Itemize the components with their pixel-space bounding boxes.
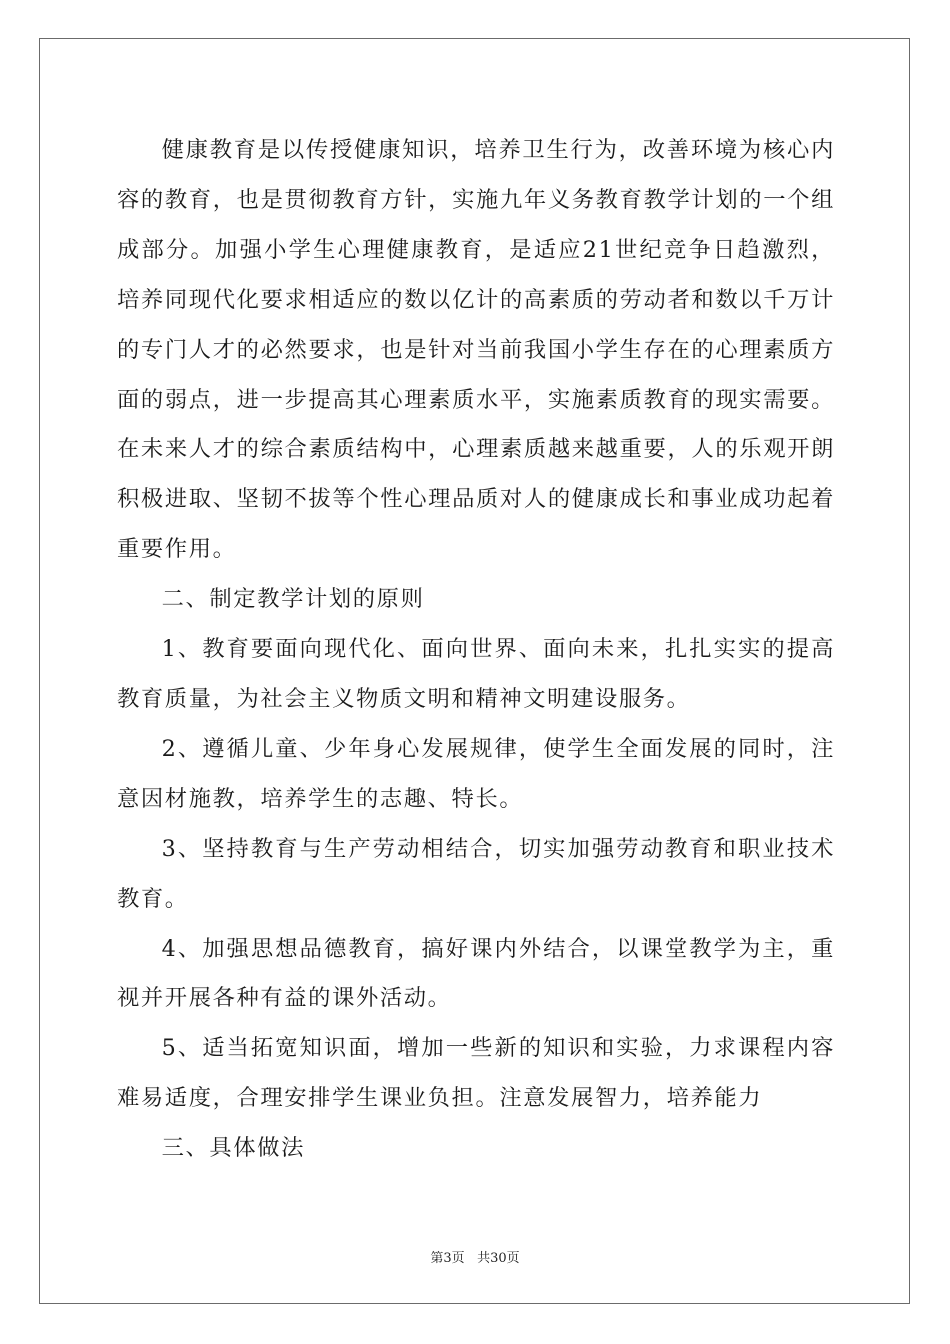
- page-number: 第3页: [430, 1251, 465, 1266]
- list-item-principle-3: 3、坚持教育与生产劳动相结合，切实加强劳动教育和职业技术教育。: [117, 835, 835, 912]
- document-body: [117, 126, 835, 1174]
- page-total: 共30页: [477, 1251, 520, 1266]
- list-item-principle-1: 1、教育要面向现代化、面向世界、面向未来，扎扎实实的提高教育质量，为社会主义物质文明和精神文明建设服务。: [117, 636, 835, 712]
- heading-principles: 二、制定教学计划的原则: [161, 586, 425, 613]
- list-item-principle-4: 4、加强思想品德教育，搞好课内外结合，以课堂教学为主，重视并开展各种有益的课外活动。: [117, 935, 835, 1012]
- heading-methods: 三、具体做法: [161, 1135, 305, 1162]
- paragraph-intro: 健康教育是以传授健康知识，培养卫生行为，改善环境为核心内容的教育，也是贯彻教育方针，实施九年义务教育教学计划的一个组成部分。加强小学生心理健康教育，是适应21世纪竞争日趋激烈，培养同现代化要求相适应的数以亿计的高素质的劳动者和数以千万计的专门人才的必然要求，也是针对当前我国小学生存在的心理素质方面的弱点，进一步提高其心理素质水平，实施素质教育的现实需要。在未来人才的综合素质结构中，心理素质越来越重要，人的乐观开朗积极进取、坚韧不拔等个性心理品质对人的健康成长和事业成功起着重要作用。: [117, 137, 835, 563]
- list-item-principle-5: 5、适当拓宽知识面，增加一些新的知识和实验，力求课程内容难易适度，合理安排学生课业负担。注意发展智力，培养能力: [117, 1035, 835, 1112]
- page-footer: [0, 1247, 950, 1266]
- list-item-principle-2: 2、遵循儿童、少年身心发展规律，使学生全面发展的同时，注意因材施教，培养学生的志趣、特长。: [117, 735, 835, 812]
